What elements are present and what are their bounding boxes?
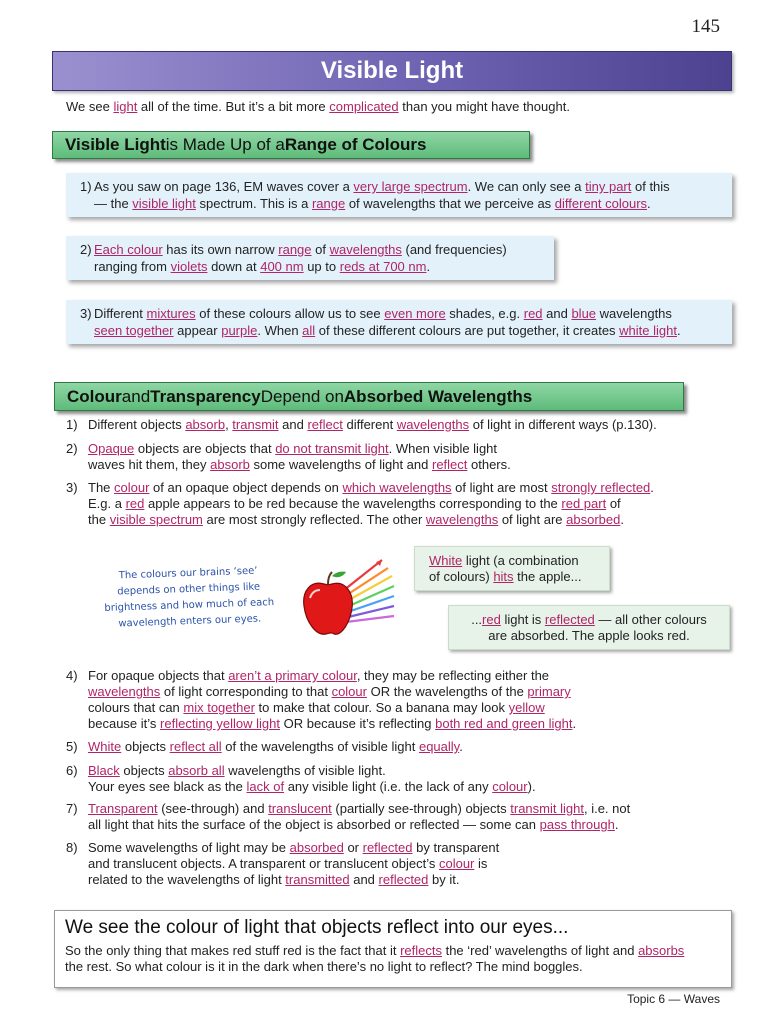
list-text [88,739,463,755]
highlighted-term: Opaque [88,441,135,456]
text-line: are absorbed. The apple looks red. [488,628,690,643]
highlighted-term: both red and green light [435,716,573,731]
highlighted-term: different colours [554,195,648,211]
apple-illustration [296,554,400,644]
info-box-2 [66,236,554,280]
highlighted-term: colour [492,779,528,794]
highlighted-term: Each colour [94,242,163,257]
text-line: of colours) hits the apple... [429,569,582,584]
bold-term: Transparency [150,386,261,406]
summary-title: We see the colour of light that objects reflect into our eyes... [65,917,569,938]
highlighted-term: wavelengths [425,512,499,527]
text-line: colours that can mix together to make that colour. So a banana may look yellow [88,700,545,715]
intro-text: We see light all of the time. But it’s a bit more complicated than you might have thought. [66,99,570,114]
callout-red-light [448,605,730,650]
text-line: related to the wavelengths of light transmitted and reflected by it. [88,872,460,887]
page-title: Visible Light [320,57,464,84]
text-line: Your eyes see black as the lack of any visible light (i.e. the lack of any colour). [88,779,536,794]
info-box-3 [66,300,732,344]
highlighted-term: hits [493,569,514,584]
highlighted-term: white light [619,322,677,338]
highlighted-term: purple [221,322,258,338]
highlighted-term: wavelengths [329,242,402,257]
highlighted-term: range [278,242,312,257]
section-heading-range-of-colours: Visible Light is Made Up of a Range of Colours [52,131,530,159]
list-number: 3) [66,480,78,495]
highlighted-term: reflecting yellow light [160,716,280,731]
page-number: 145 [691,16,720,37]
list-number: 1) [66,417,78,432]
highlighted-term: White [429,553,463,568]
highlighted-term: which wavelengths [342,480,452,495]
highlighted-term: reds at 700 nm [339,258,427,274]
text-line: because it’s reflecting yellow light OR because it’s reflecting both red and green light. [88,716,577,731]
text-line: waves hit them, they absorb some wavelengths of light and reflect others. [88,457,511,472]
text-line: Different mixtures of these colours allow us to see even more shades, e.g. red and blue wavelengths [94,306,672,321]
callout-white-light [414,546,610,591]
highlighted-term: blue [571,306,597,321]
section-heading-absorbed-wavelengths: Colour and Transparency Depend on Absorbed Wavelengths [54,382,684,411]
list-text [88,668,576,732]
box-number: 3) [80,306,92,321]
highlighted-term: violets [170,258,208,274]
highlighted-term: transmit light [510,801,584,816]
bold-term: Range of Colours [284,135,427,154]
highlighted-term: absorbed [289,840,344,855]
text-line: The colour of an opaque object depends on which wavelengths of light are most strongly reflected. [88,480,654,495]
highlighted-term: transmit [232,417,279,432]
highlighted-term: strongly reflected [551,480,651,495]
list-text [88,480,654,528]
text-line: Opaque objects are objects that do not transmit light. When visible light [88,441,498,456]
bold-term: Colour [67,386,122,406]
text-line: E.g. a red apple appears to be red because the wavelengths corresponding to the red part of [88,496,621,511]
highlighted-term: seen together [94,322,174,338]
box-text [94,179,722,212]
highlighted-term: reflect all [169,739,222,754]
highlighted-term: red [523,306,543,321]
highlighted-term: transmitted [285,872,350,887]
text-line: all light that hits the surface of the object is absorbed or reflected — some can pass through. [88,817,619,832]
list-text [88,417,657,433]
list-text [88,840,499,888]
footer-topic: Topic 6 — Waves [627,992,720,1006]
highlighted-term: absorb all [168,763,225,778]
text-line: — the visible light spectrum. This is a range of wavelengths that we perceive as different colours. [94,195,651,211]
highlighted-term: visible light [132,195,196,211]
highlighted-term: absorb [185,417,226,432]
box-text [94,306,722,339]
box-number: 1) [80,179,92,194]
text-line: ranging from violets down at 400 nm up to reds at 700 nm. [94,258,431,274]
highlighted-term: Black [88,763,120,778]
highlighted-term: equally [418,739,460,754]
page-title-banner [52,51,732,91]
text-line: ...red light is reflected — all other colours [471,612,707,627]
highlighted-term: absorb [210,457,250,472]
list-text [88,763,536,795]
text-line: White light (a combination [429,553,579,568]
apple-icon [304,572,353,635]
highlighted-term: yellow [508,700,545,715]
highlighted-term: reflect [307,417,343,432]
summary-text [65,943,721,975]
highlighted-term: red [482,612,501,627]
list-text [88,441,511,473]
highlighted-term: 400 nm [260,258,304,274]
list-number: 8) [66,840,78,855]
highlighted-term: reflects [400,943,442,958]
highlighted-term: colour [438,856,475,871]
highlighted-term: lack of [246,779,285,794]
list-text [88,801,630,833]
highlighted-term: reflected [362,840,413,855]
text-line: and translucent objects. A transparent or translucent object’s colour is [88,856,488,871]
bold-term: Visible Light [65,135,166,154]
list-number: 4) [66,668,78,683]
highlighted-term: reflected [544,612,595,627]
highlighted-term: reflected [378,872,429,887]
info-box-1 [66,173,732,217]
highlighted-term: red part [561,496,607,511]
highlighted-term: translucent [268,801,332,816]
text-line: Black objects absorb all wavelengths of visible light. [88,763,386,778]
highlighted-term: very large spectrum [353,179,468,194]
highlighted-term: absorbs [638,943,685,958]
text-line: seen together appear purple. When all of these different colours are put together, it creates white light. [94,322,681,338]
list-number: 6) [66,763,78,778]
highlighted-term: colour [331,684,367,699]
highlighted-term: tiny part [585,179,632,194]
box-text [94,242,544,275]
text-line: Different objects absorb, transmit and reflect different wavelengths of light in different ways (p.130). [88,417,657,432]
text-line: the rest. So what colour is it in the dark when there’s no light to reflect? The mind boggles. [65,959,583,974]
text-line: As you saw on page 136, EM waves cover a very large spectrum. We can only see a tiny part of this [94,179,670,194]
highlighted-term: absorbed [566,512,621,527]
highlighted-term: White [88,739,122,754]
highlighted-term: colour [114,480,150,495]
list-number: 5) [66,739,78,754]
highlighted-term: visible spectrum [109,512,203,527]
text-line: wavelengths of light corresponding to that colour OR the wavelengths of the primary [88,684,571,699]
highlighted-term: range [311,195,346,211]
highlighted-term: all [302,322,316,338]
list-number: 2) [66,441,78,456]
handwritten-note: The colours our brains ‘see’ depends on other things like brightness and how much of each wavelength enters our eyes. [104,565,275,630]
list-number: 7) [66,801,78,816]
highlighted-term: aren’t a primary colour [228,668,357,683]
text-line: Each colour has its own narrow range of wavelengths (and frequencies) [94,242,507,257]
highlighted-term: mix together [183,700,255,715]
text-line: So the only thing that makes red stuff red is the fact that it reflects the ‘red’ wavelengths of light and absorbs [65,943,685,958]
highlighted-term: complicated [329,99,399,114]
highlighted-term: wavelengths [88,684,161,699]
bold-term: Absorbed Wavelengths [343,386,533,406]
highlighted-term: even more [384,306,446,321]
summary-box [54,910,732,988]
text-line: For opaque objects that aren’t a primary colour, they may be reflecting either the [88,668,550,683]
text-line: the visible spectrum are most strongly reflected. The other wavelengths of light are absorbed. [88,512,624,527]
highlighted-term: primary [527,684,571,699]
text-line: White objects reflect all of the wavelengths of visible light equally. [88,739,463,754]
highlighted-term: do not transmit light [275,441,389,456]
text-line: Transparent (see-through) and translucent (partially see-through) objects transmit light, i.e. not [88,801,631,816]
highlighted-term: mixtures [146,306,196,321]
highlighted-term: Transparent [88,801,158,816]
highlighted-term: light [113,99,138,114]
text-line: Some wavelengths of light may be absorbed or reflected by transparent [88,840,500,855]
highlighted-term: reflect [431,457,468,472]
highlighted-term: red [125,496,145,511]
highlighted-term: wavelengths [396,417,470,432]
highlighted-term: pass through [539,817,615,832]
box-number: 2) [80,242,92,257]
